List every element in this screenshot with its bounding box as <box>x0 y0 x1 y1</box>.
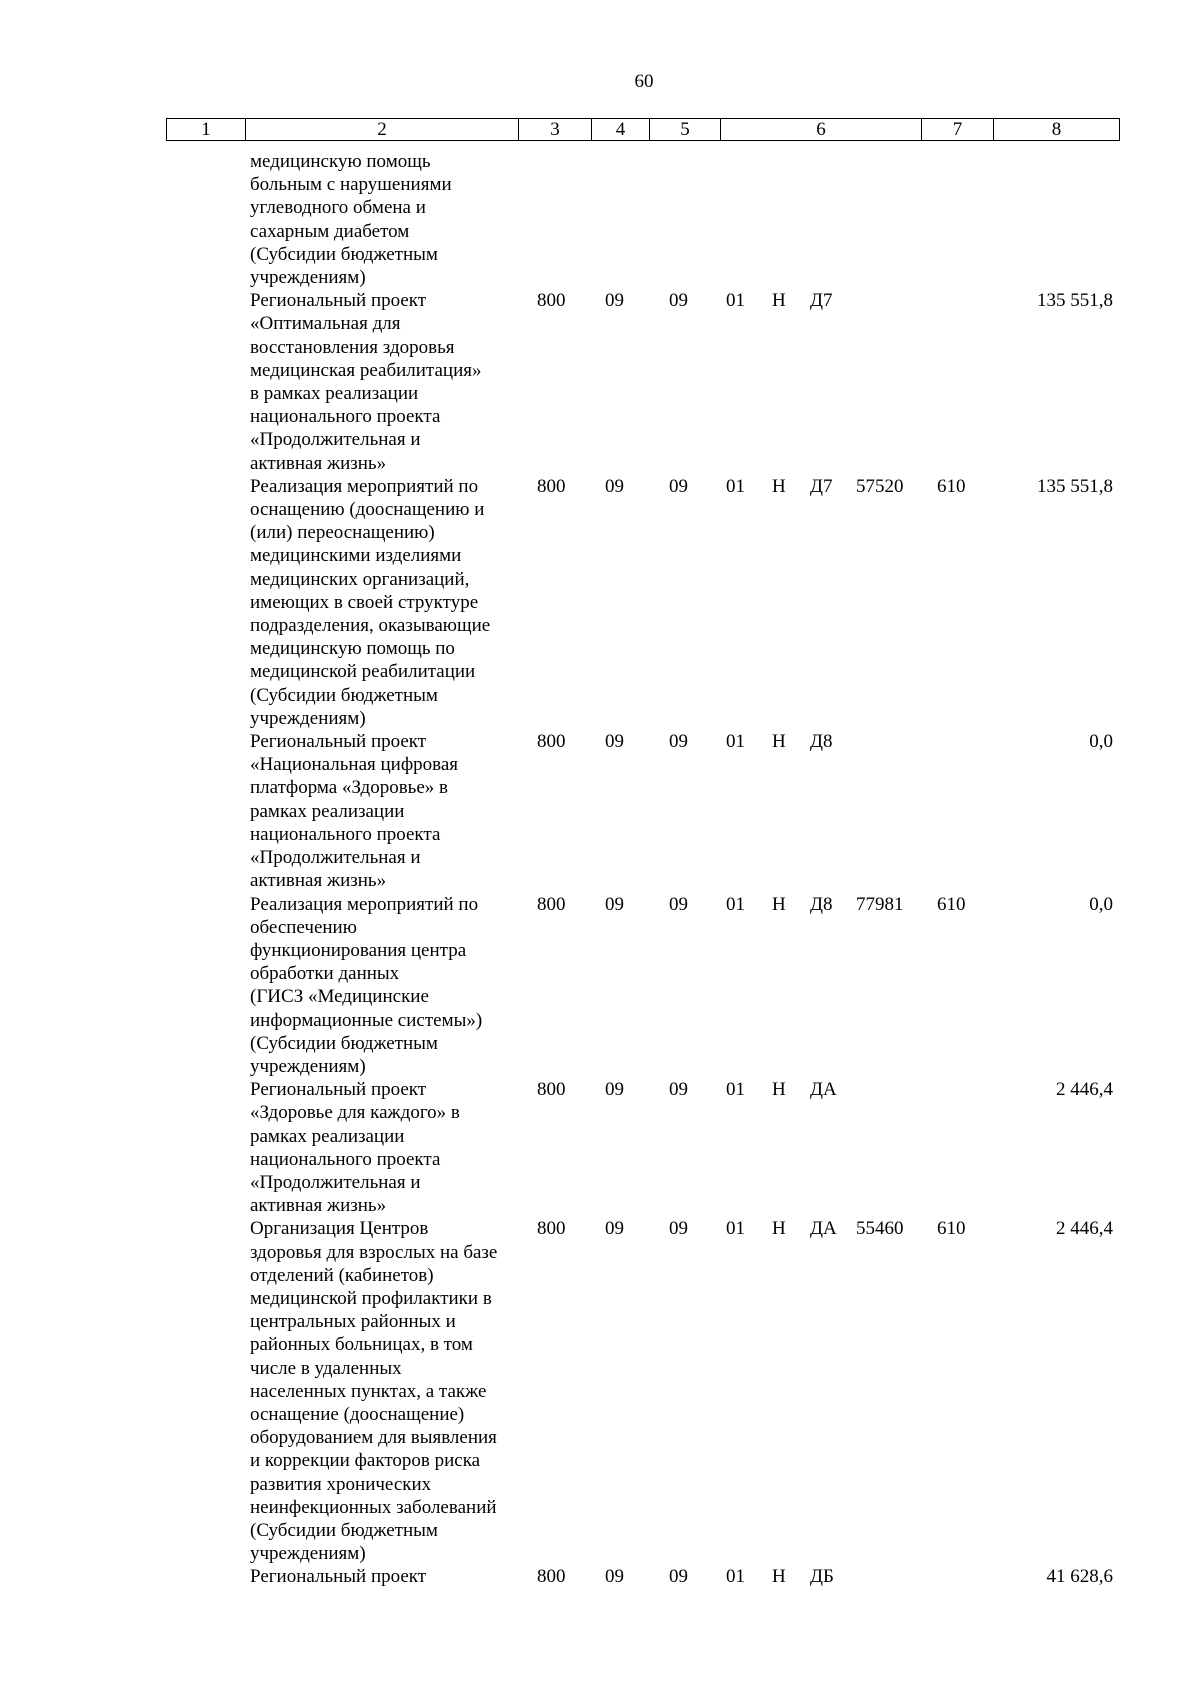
cell-col4: 09 <box>605 290 624 312</box>
cell-col4: 09 <box>605 1218 624 1240</box>
column-header-table <box>166 118 1120 141</box>
cell-col8-amount: 135 551,8 <box>1037 475 1113 497</box>
cell-col8-amount: 0,0 <box>1089 731 1113 753</box>
column-header-3: 3 <box>519 119 592 141</box>
table-row <box>0 1078 1200 1217</box>
row-description: Региональный проект «Оптимальная для восстановления здоровья медицинская реабилитация» в рамках реализации национального проекта «Продолжительная и активная жизнь» <box>250 290 482 474</box>
cell-col4: 09 <box>605 1566 624 1588</box>
cell-col6-part1: 01 <box>726 893 745 915</box>
cell-col6-part1: 01 <box>726 1079 745 1101</box>
cell-col3: 800 <box>537 1079 566 1101</box>
table-row <box>0 150 1200 289</box>
cell-col8-amount: 41 628,6 <box>1046 1566 1113 1588</box>
cell-col6-part1: 01 <box>726 731 745 753</box>
table-row <box>0 289 1200 475</box>
cell-col5: 09 <box>669 290 688 312</box>
cell-col5: 09 <box>669 893 688 915</box>
page-number: 60 <box>634 71 654 92</box>
cell-col8-amount: 2 446,4 <box>1056 1218 1113 1240</box>
table-row <box>0 1217 1200 1565</box>
cell-col4: 09 <box>605 731 624 753</box>
cell-col6-part4: 55460 <box>856 1218 904 1240</box>
table-row <box>0 1565 1200 1588</box>
cell-col7: 610 <box>937 475 966 497</box>
cell-col6-part2: Н <box>772 1079 786 1101</box>
column-header-2: 2 <box>246 119 519 141</box>
cell-col6-part2: Н <box>772 475 786 497</box>
cell-col6-part4: 77981 <box>856 893 904 915</box>
cell-col5: 09 <box>669 1218 688 1240</box>
cell-col6-part3: ДБ <box>810 1566 834 1588</box>
budget-table-body <box>0 150 1200 1589</box>
column-header-1: 1 <box>167 119 246 141</box>
cell-col6-part1: 01 <box>726 1218 745 1240</box>
row-description: Организация Центров здоровья для взрослых на базе отделений (кабинетов) медицинской профилактики в центральных районных и районных больницах, в том числе в удаленных населенных пунктах, а также оснащение (дооснащение) оборудованием для выявления и коррекции факторов риска развития хронических неинфекционных заболеваний (Субсидии бюджетным учреждениям) <box>250 1218 498 1565</box>
cell-col3: 800 <box>537 1566 566 1588</box>
column-header-6: 6 <box>721 119 922 141</box>
cell-col8-amount: 135 551,8 <box>1037 290 1113 312</box>
cell-col6-part3: Д8 <box>810 893 833 915</box>
cell-col6-part2: Н <box>772 893 786 915</box>
row-description: Реализация мероприятий по оснащению (дооснащению и (или) переоснащению) медицинскими изделиями медицинских организаций, имеющих в своей структуре подразделения, оказывающие медицинскую помощь по медицинской реабилитации (Субсидии бюджетным учреждениям) <box>250 475 491 729</box>
cell-col6-part3: Д8 <box>810 731 833 753</box>
column-header-8: 8 <box>994 119 1120 141</box>
cell-col5: 09 <box>669 731 688 753</box>
row-description: Региональный проект «Здоровье для каждого» в рамках реализации национального проекта «Продолжительная и активная жизнь» <box>250 1079 460 1217</box>
table-row <box>0 475 1200 730</box>
row-description: Региональный проект <box>250 1566 427 1588</box>
cell-col6-part1: 01 <box>726 475 745 497</box>
cell-col3: 800 <box>537 893 566 915</box>
cell-col7: 610 <box>937 1218 966 1240</box>
cell-col6-part2: Н <box>772 290 786 312</box>
cell-col6-part3: ДА <box>810 1079 837 1101</box>
cell-col4: 09 <box>605 893 624 915</box>
row-description: Реализация мероприятий по обеспечению функционирования центра обработки данных (ГИСЗ «Медицинские информационные системы») (Субсидии бюджетным учреждениям) <box>250 893 483 1077</box>
cell-col6-part2: Н <box>772 731 786 753</box>
cell-col5: 09 <box>669 475 688 497</box>
cell-col4: 09 <box>605 475 624 497</box>
cell-col5: 09 <box>669 1079 688 1101</box>
cell-col3: 800 <box>537 290 566 312</box>
column-header-row <box>167 119 1120 141</box>
cell-col7: 610 <box>937 893 966 915</box>
cell-col3: 800 <box>537 1218 566 1240</box>
column-header-5: 5 <box>650 119 721 141</box>
cell-col6-part1: 01 <box>726 1566 745 1588</box>
cell-col5: 09 <box>669 1566 688 1588</box>
column-header-4: 4 <box>592 119 650 141</box>
cell-col6-part3: Д7 <box>810 475 833 497</box>
cell-col6-part3: ДА <box>810 1218 837 1240</box>
cell-col8-amount: 2 446,4 <box>1056 1079 1113 1101</box>
table-row <box>0 893 1200 1079</box>
row-description: Региональный проект «Национальная цифровая платформа «Здоровье» в рамках реализации национального проекта «Продолжительная и активная жизнь» <box>250 731 459 892</box>
cell-col6-part3: Д7 <box>810 290 833 312</box>
cell-col6-part2: Н <box>772 1566 786 1588</box>
cell-col6-part2: Н <box>772 1218 786 1240</box>
column-header-7: 7 <box>922 119 994 141</box>
cell-col3: 800 <box>537 475 566 497</box>
cell-col8-amount: 0,0 <box>1089 893 1113 915</box>
row-description: медицинскую помощь больным с нарушениями углеводного обмена и сахарным диабетом (Субсидии бюджетным учреждениям) <box>250 151 452 289</box>
cell-col6-part1: 01 <box>726 290 745 312</box>
cell-col4: 09 <box>605 1079 624 1101</box>
cell-col3: 800 <box>537 731 566 753</box>
cell-col6-part4: 57520 <box>856 475 904 497</box>
table-row <box>0 730 1200 892</box>
